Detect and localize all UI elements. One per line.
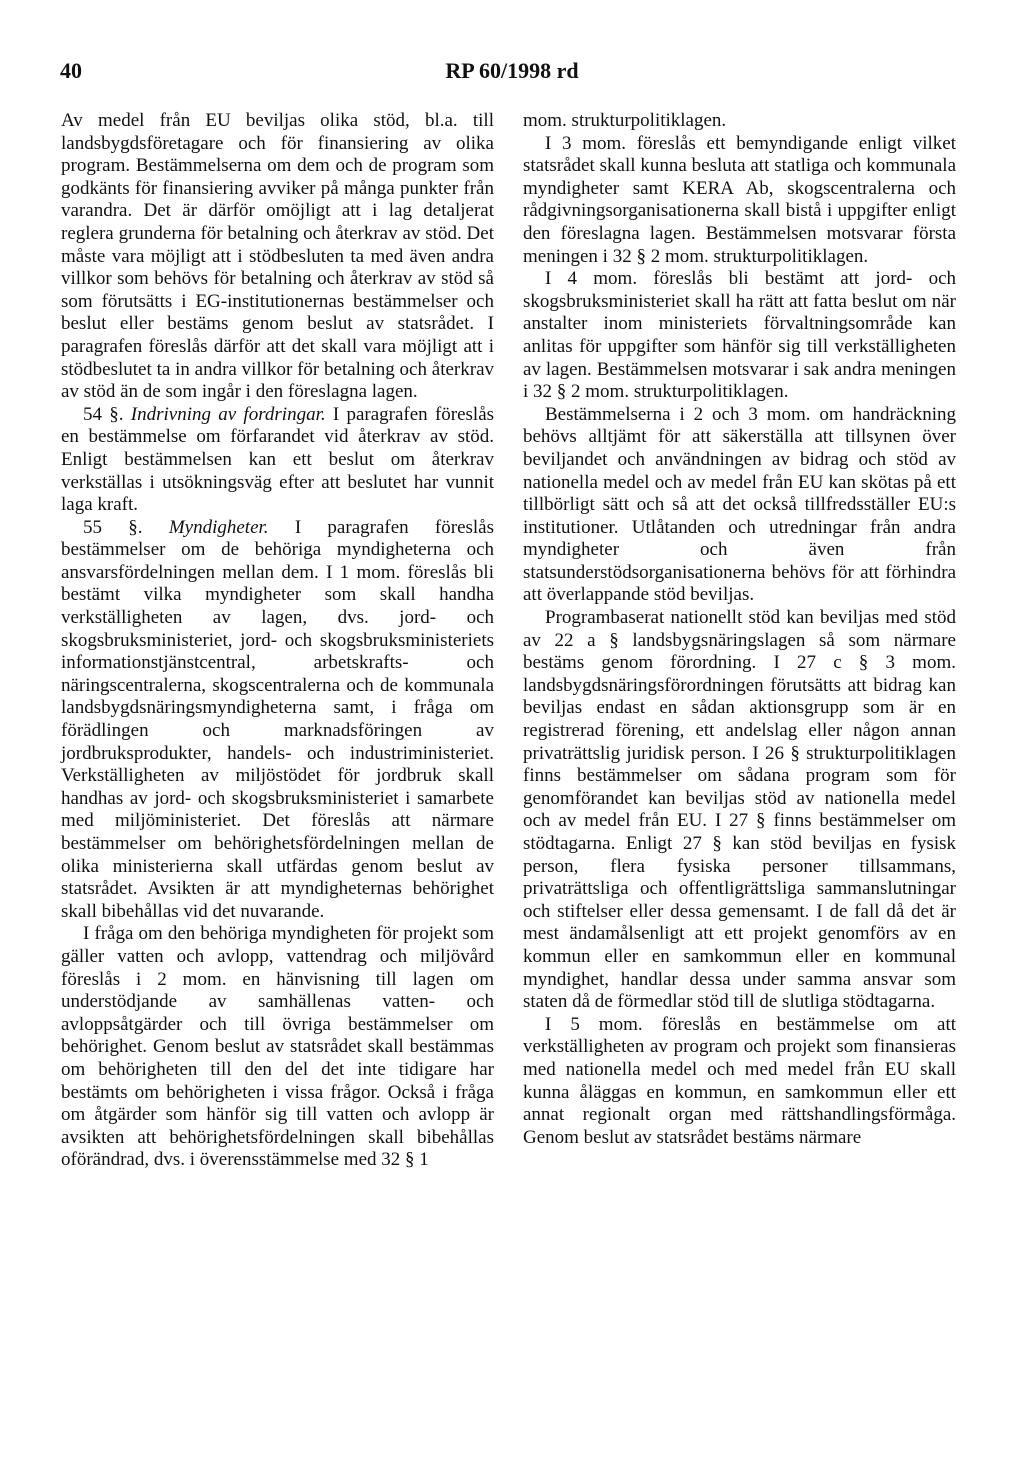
paragraph: I 4 mom. föreslås bli bestämt att jord- och skogsbruksministeriet skall ha rätt att fatta beslut om när anstalter inom ministeriets förvaltningsområde kan anlitas för uppgifter som hänför sig till verkställigheten av lagen. Bestämmelsen motsvarar i sak andra meningen i 32 § 2 mom. strukturpolitiklagen.: [523, 268, 956, 403]
paragraph: Bestämmelserna i 2 och 3 mom. om handräckning behövs alltjämt för att säkerställa att tillsynen över beviljandet och användningen av bidrag och stöd av nationella medel och av medel från EU kan skötas på ett tillbörligt sätt och så att det också tillfredsställer EU:s institutioner. Utlåtanden och utredningar från andra myndigheter och även från statsunderstödsorganisationerna behövs för att förhindra att överlappande stöd beviljas.: [523, 403, 956, 606]
section-number: 55 §.: [83, 516, 143, 538]
paragraph: mom. strukturpolitiklagen.: [523, 110, 727, 131]
section-55-paragraph: [61, 517, 494, 924]
section-54-paragraph: [61, 404, 494, 517]
section-heading: Indrivning av fordringar.: [130, 403, 326, 425]
page-header: [60, 58, 964, 88]
paragraph: Av medel från EU beviljas olika stöd, bl.a. till landsbygdsföretagare och för finansiering av olika program. Bestämmelserna om dem och de program som godkänts för finansiering avviker på många punkter från varandra. Det är därför omöjligt att i lag detaljerat reglera grunderna för betalning och återkrav av stöd. Det måste vara möjligt att i stödbesluten ta med även andra villkor som behövs för betalning och återkrav av stöd så som förutsätts i EG-institutionernas bestämmelser och beslut eller bestäms genom beslut av statsrådet. I paragrafen föreslås därför att det skall vara möjligt att i stödbeslutet ta in andra villkor för betalning och återkrav av stöd än de som ingår i den föreslagna lagen.: [61, 110, 494, 403]
page-number: 40: [60, 58, 82, 83]
paragraph: I 5 mom. föreslås en bestämmelse om att verkställigheten av program och projekt som finansieras med nationella medel och med medel från EU skall kunna åläggas en kommun, en samkommun eller ett annat regionalt organ med rättshandlingsförmåga. Genom beslut av statsrådet bestäms närmare: [523, 1013, 956, 1148]
section-number: 54 §.: [83, 403, 124, 425]
paragraph: I 3 mom. föreslås ett bemyndigande enligt vilket statsrådet skall kunna besluta att statliga och kommunala myndigheter samt KERA Ab, skogscentralerna och rådgivningsorganisationerna skall bistå i uppgifter enligt den föreslagna lagen. Bestämmelsen motsvarar första meningen i 32 § 2 mom. strukturpolitiklagen.: [523, 132, 956, 267]
paragraph: I fråga om den behöriga myndigheten för projekt som gäller vatten och avlopp, vattendrag och miljövård föreslås i 2 mom. en hänvisning till lagen om understödjande av samhällenas vatten- och avloppsåtgärder och till övriga bestämmelser om behörighet. Genom beslut av statsrådet skall bestämmas om behörigheten till den del det inte tidigare har bestämts om behörigheten i vissa frågor. Också i fråga om åtgärder som hänför sig till vatten och avlopp är avsikten att behörighetsfördelningen skall bibehållas oförändrad, dvs. i överensstämmelse med 32 § 1: [61, 923, 494, 1171]
right-column: [523, 110, 956, 1149]
left-column: [61, 110, 494, 1172]
section-heading: Myndigheter.: [168, 516, 269, 538]
document-id: RP 60/1998 rd: [445, 58, 579, 83]
section-text: I paragrafen föreslås en bestämmelse om förfarandet vid återkrav av stöd. Enligt bestämmelsen kan ett beslut om återkrav verkställas i utsökningsväg efter att beslutet har vunnit laga kraft.: [61, 403, 495, 516]
section-text: I paragrafen föreslås bestämmelser om de behöriga myndigheterna och ansvarsfördelningen mellan dem. I 1 mom. föreslås bli bestämt vilka myndigheter som skall handha verkställigheten av lagen, dvs. jord- och skogsbruksministeriet, jord- och skogsbruksministeriets informationstjänstcentral, arbetskrafts- och näringscentralerna, skogscentralerna och de kommunala landsbygdsnäringsmyndigheterna samt, i fråga om förädlingen och marknadsföringen av jordbruksprodukter, handels- och industriministeriet. Verkställigheten av miljöstödet för jordbruk skall handhas av jord- och skogsbruksministeriet i samarbete med miljöministeriet. Det föreslås att närmare bestämmelser om behörighetsfördelningen mellan de olika ministerierna skall utfärdas genom beslut av statsrådet. Avsikten är att myndigheternas behörighet skall bibehållas vid det nuvarande.: [61, 516, 495, 922]
paragraph: Programbaserat nationellt stöd kan beviljas med stöd av 22 a § landsbygsnäringslagen så som närmare bestäms genom förordning. I 27 c § 3 mom. landsbygdsnäringsförordningen förutsätts att bidrag kan beviljas endast en sådan aktionsgrupp som är en registrerad förening, ett andelslag eller någon annan privaträttslig juridisk person. I 26 § strukturpolitiklagen finns bestämmelser om sådana program som för genomförandet kan beviljas stöd av nationella medel och av medel från EU. I 27 § finns bestämmelser om stödtagarna. Enligt 27 § kan stöd beviljas en fysisk person, flera fysiska personer tillsammans, privaträttsliga och offentligrättsliga sammanslutningar och stiftelser eller dessa gemensamt. I de fall då det är mest ändamålsenligt att ett projekt genomförs av en kommun eller en samkommun eller en kommunal myndighet, handlar dessa under samma ansvar som staten då de förmedlar stöd till de slutliga stödtagarna.: [523, 607, 956, 1013]
